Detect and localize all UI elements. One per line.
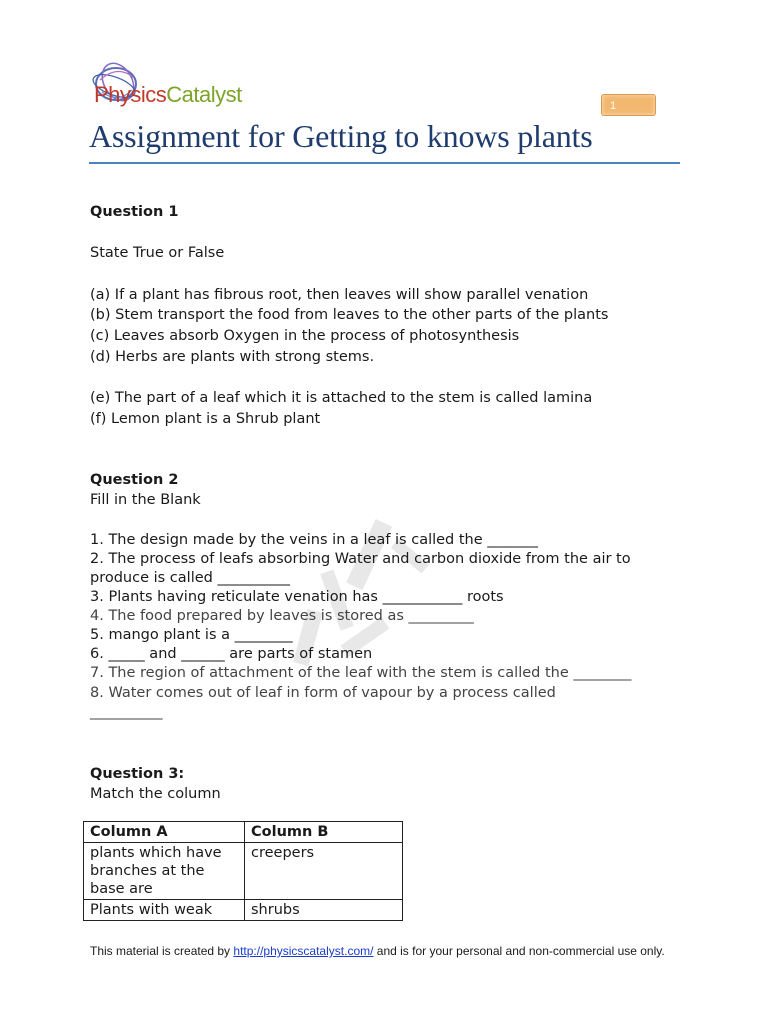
q2-item-8-cont: __________ — [90, 704, 163, 720]
match-table — [83, 821, 403, 921]
q2-item-2-cont: produce is called __________ — [90, 570, 290, 586]
q1-item-e: (e) The part of a leaf which it is attached to the stem is called lamina — [90, 390, 593, 406]
footer-suffix: and is for your personal and non-commercial use only. — [373, 944, 665, 958]
q2-item-1: 1. The design made by the veins in a leaf is called the _______ — [90, 532, 539, 548]
q3-instruction: Match the column — [90, 786, 221, 802]
q2-item-6: 6. _____ and ______ are parts of stamen — [90, 646, 373, 662]
table-row — [84, 900, 403, 921]
q2-item-2: 2. The process of leafs absorbing Water and carbon dioxide from the air to — [90, 551, 631, 567]
table-header-column-b: Column B — [245, 822, 403, 843]
footer-prefix: This material is created by — [90, 944, 234, 958]
q2-item-5: 5. mango plant is a ________ — [90, 627, 293, 643]
table-cell: plants which have branches at the base are — [84, 843, 245, 900]
q3-heading: Question 3: — [90, 766, 185, 782]
table-cell: shrubs — [245, 900, 403, 921]
logo-wordmark — [94, 82, 242, 108]
table-cell: creepers — [245, 843, 403, 900]
title-underline — [89, 162, 680, 164]
q1-instruction: State True or False — [90, 245, 225, 261]
table-header-row — [84, 822, 403, 843]
footer-note — [90, 943, 690, 960]
footer-link[interactable]: http://physicscatalyst.com/ — [233, 944, 374, 958]
q2-item-3: 3. Plants having reticulate venation has ___________ roots — [90, 589, 504, 605]
q2-item-4: 4. The food prepared by leaves is stored as _________ — [90, 608, 474, 624]
q1-item-b: (b) Stem transport the food from leaves to the other parts of the plants — [90, 307, 609, 323]
table-row — [84, 843, 403, 900]
page-title: Assignment for Getting to knows plants — [89, 118, 593, 154]
q2-item-8: 8. Water comes out of leaf in form of vapour by a process called — [90, 685, 556, 701]
table-header-column-a: Column A — [84, 822, 245, 843]
q1-item-d: (d) Herbs are plants with strong stems. — [90, 349, 375, 365]
q2-instruction: Fill in the Blank — [90, 492, 201, 508]
q1-item-a: (a) If a plant has fibrous root, then leaves will show parallel venation — [90, 287, 589, 303]
page-number-badge: 1 — [601, 94, 656, 116]
q2-heading: Question 2 — [90, 472, 179, 488]
table-cell: Plants with weak — [84, 900, 245, 921]
q1-item-c: (c) Leaves absorb Oxygen in the process of photosynthesis — [90, 328, 520, 344]
q1-heading: Question 1 — [90, 204, 179, 220]
q1-item-f: (f) Lemon plant is a Shrub plant — [90, 411, 321, 427]
logo-text-catalyst: Catalyst — [166, 82, 242, 107]
logo-text-physics: Physics — [94, 82, 167, 107]
q2-item-7: 7. The region of attachment of the leaf with the stem is called the ________ — [90, 665, 632, 681]
